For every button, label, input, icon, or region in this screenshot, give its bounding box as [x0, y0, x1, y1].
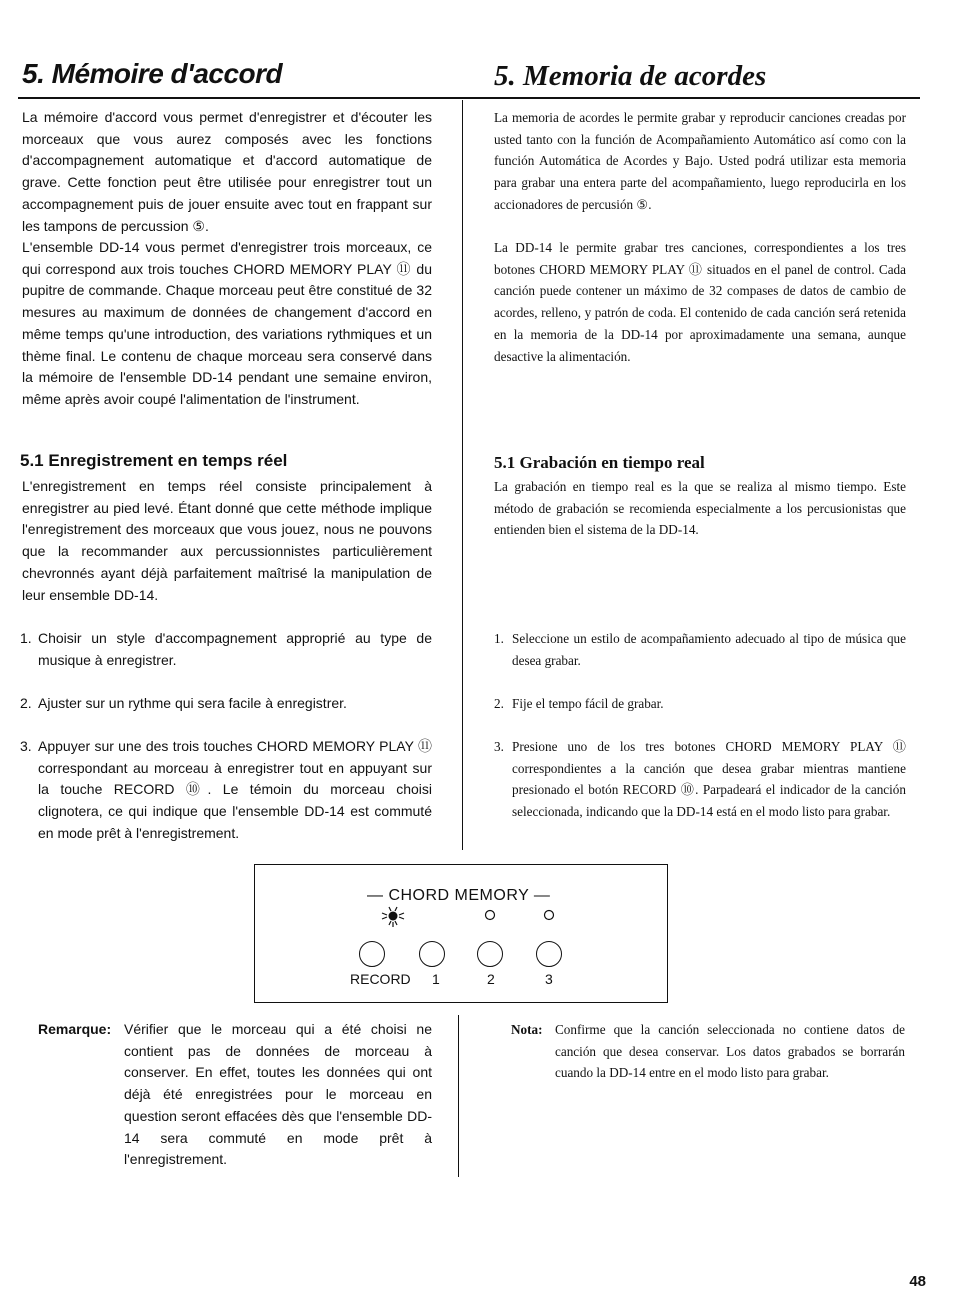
step-text: Fije el tempo fácil de grabar.	[512, 696, 664, 711]
intro-paragraph-1-es: La memoria de acordes le permite grabar y reproducir canciones creadas por usted tanto con la función de Acompañamiento Automático así como con la función Automática de Acordes y Bajo. Usted podrá utilizar esta memoria para grabar una entera parte del acompañamiento, luego reproducirla en los accionadores de percusión ⑤.	[494, 110, 906, 212]
header-rule	[18, 97, 920, 99]
page-number: 48	[909, 1273, 926, 1290]
intro-paragraph-2-fr: L'ensemble DD-14 vous permet d'enregistrer trois morceaux, ce qui correspond aux trois touches CHORD MEMORY PLAY ⑪ du pupitre de commande. Chaque morceau peut être constitué de 32 mesures au maximum de données de changement d'accord en même temps qu'une introduction, des variations rythmiques et un thème final. Le contenu de chaque morceau sera conservé dans la mémoire de l'ensemble DD-14 pendant une semaine environ, même après avoir coupé l'alimentation de l'instrument.	[22, 239, 432, 407]
step-number: 1.	[20, 630, 32, 646]
step-2-es	[494, 693, 906, 715]
step-1-es	[494, 628, 906, 671]
button-2-label: 2	[487, 971, 495, 987]
section-text-es: La grabación en tiempo real es la que se realiza al mismo tiempo. Este método de grabación se recomienda especialmente a los percusionistas que entienden bien el sistema de la DD-14.	[494, 479, 906, 538]
step-3-es	[494, 736, 906, 823]
step-2-fr	[20, 693, 432, 715]
note-text-fr: Vérifier que le morceau qui a été choisi ne contient pas de données de morceau à conserver. En effet, toutes les données qui ont déjà été enregistrées pour le morceau en question seront effacées dès que l'ensemble DD-14 sera commuté en mode prêt à l'enregistrement.	[124, 1021, 432, 1168]
column-divider-top	[462, 100, 463, 850]
led-off-icon	[483, 908, 497, 922]
chord-memory-button-2[interactable]	[477, 941, 503, 967]
led-off-icon	[542, 908, 556, 922]
step-text: Appuyer sur une des trois touches CHORD MEMORY PLAY ⑪ correspondant au morceau à enregistrer tout en appuyant sur la touche RECORD ⑩. Le témoin du morceau choisi clignotera, ce qui indique que l'ensemble DD-14 est commuté en mode prêt à l'enregistrement.	[38, 738, 432, 841]
note-label-es: Nota:	[511, 1022, 543, 1037]
record-button-label: RECORD	[350, 971, 411, 987]
note-fr	[38, 1019, 432, 1171]
step-1-fr	[20, 628, 432, 671]
record-button[interactable]	[359, 941, 385, 967]
step-text: Choisir un style d'accompagnement approprié au type de musique à enregistrer.	[38, 630, 432, 668]
led-blinking-icon	[378, 903, 408, 931]
step-text: Seleccione un estilo de acompañamiento adecuado al tipo de música que desea grabar.	[512, 631, 906, 668]
section-heading-es: 5.1 Grabación en tiempo real	[494, 453, 705, 472]
step-text: Presione uno de los tres botones CHORD MEMORY PLAY ⑪ correspondientes a la canción que desea grabar mientras mantiene presionado el botón RECORD ⑩. Parpadeará el indicador de la canción seleccionada, indicando que la DD-14 está en el modo listo para grabar.	[512, 739, 906, 820]
section-text-fr: L'enregistrement en temps réel consiste principalement à enregistrer au pied levé. Étant donné que cette méthode implique l'enregistrement des morceaux que vous jouez, nous ne pouvons que la recommander aux percussionnistes particulièrement chevronnés ayant déjà parfaitement maîtrisé la manipulation de leur ensemble DD-14.	[22, 478, 432, 603]
step-text: Ajuster sur un rythme qui sera facile à enregistrer.	[38, 695, 347, 711]
note-text-es: Confirme que la canción seleccionada no contiene datos de canción que desea conservar. Los datos grabados se borrarán cuando la DD-14 entre en el modo listo para grabar.	[555, 1022, 905, 1081]
column-divider-bottom	[458, 1015, 459, 1177]
chord-memory-label: — CHORD MEMORY —	[367, 887, 551, 904]
button-3-label: 3	[545, 971, 553, 987]
step-3-fr	[20, 736, 432, 845]
step-number: 3.	[20, 738, 32, 754]
intro-paragraph-1-fr: La mémoire d'accord vous permet d'enregistrer et d'écouter les morceaux que vous aurez composés avec les fonctions d'accompagnement automatique et d'accord automatique de grave. Cette fonction peut être utilisée pour enregistrer tout un accompagnement puis de jouer ensuite avec tout en frappant sur les tampons de percussion ⑤.	[22, 109, 432, 234]
chord-memory-diagram	[254, 864, 668, 1003]
chord-memory-button-3[interactable]	[536, 941, 562, 967]
step-number: 3.	[494, 739, 504, 754]
step-number: 2.	[494, 696, 504, 711]
section-heading-fr: 5.1 Enregistrement en temps réel	[20, 451, 288, 470]
step-number: 2.	[20, 695, 32, 711]
intro-paragraph-2-es: La DD-14 le permite grabar tres canciones, correspondientes a los tres botones CHORD MEMORY PLAY ⑪ situados en el panel de control. Cada canción puede contener un máximo de 32 compases de datos de cambio de acordes, relleno, y patrón de coda. El contenido de cada canción será retenida en la memoria de la DD-14 por aproximadamente una semana, aunque desactive la alimentación.	[494, 240, 906, 364]
page-title-fr: 5. Mémoire d'accord	[22, 58, 283, 89]
page-title-es: 5. Memoria de acordes	[494, 60, 767, 92]
button-1-label: 1	[432, 971, 440, 987]
note-label-fr: Remarque:	[38, 1021, 112, 1037]
chord-memory-button-1[interactable]	[419, 941, 445, 967]
step-number: 1.	[494, 631, 504, 646]
note-es	[511, 1019, 905, 1084]
